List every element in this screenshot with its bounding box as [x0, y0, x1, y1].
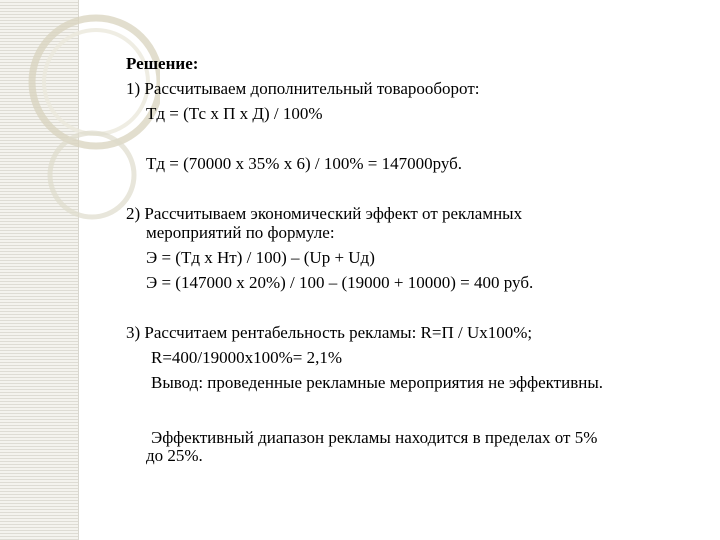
- step2-calculation: Э = (147000 х 20%) / 100 – (19000 + 10000) = 400 руб.: [146, 273, 534, 292]
- step2-title-line1: 2) Рассчитываем экономический эффект от рекламных: [126, 204, 523, 223]
- step2-title-line2: мероприятий по формуле:: [146, 223, 335, 242]
- step3-calculation: R=400/19000х100%= 2,1%: [151, 348, 343, 367]
- step1-formula: Тд = (Тс х П х Д) / 100%: [146, 104, 323, 123]
- step3-conclusion: Вывод: проведенные рекламные мероприятия не эффективны.: [151, 373, 604, 392]
- step1-calculation: Тд = (70000 х 35% х 6) / 100% = 147000руб.: [146, 154, 463, 173]
- note-line2: до 25%.: [146, 446, 203, 465]
- step1-title: 1) Рассчитываем дополнительный товарооборот:: [126, 79, 480, 98]
- solution-heading: Решение:: [126, 54, 199, 73]
- note-line1: Эффективный диапазон рекламы находится в пределах от 5%: [151, 428, 598, 447]
- step2-formula: Э = (Тд х Нт) / 100) – (Uр + Uд): [146, 248, 375, 267]
- step3-title: 3) Рассчитаем рентабельность рекламы: R=П / Uх100%;: [126, 323, 533, 342]
